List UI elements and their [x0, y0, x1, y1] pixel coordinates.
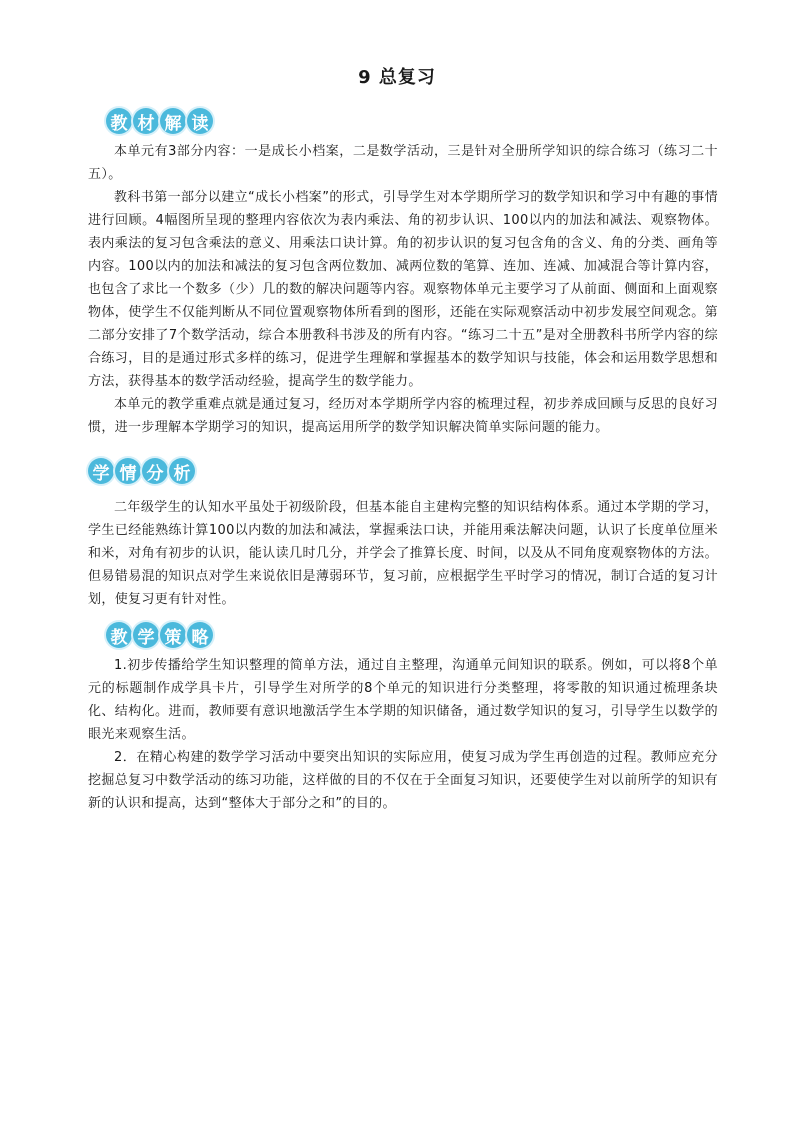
- heading-char: 学: [88, 458, 114, 484]
- heading-char: 材: [133, 108, 159, 134]
- section-body-teaching-strategy: [88, 654, 718, 815]
- heading-char: 学: [133, 622, 159, 648]
- section-body-textbook-analysis: [88, 140, 718, 439]
- section-heading-learner-analysis: [88, 458, 195, 484]
- paragraph: 二年级学生的认知水平虽处于初级阶段，但基本能自主建构完整的知识结构体系。通过本学期的学习，学生已经能熟练计算100以内数的加法和减法，掌握乘法口诀，并能用乘法解决问题，认识了长度单位厘米和米，对角有初步的认识，能认读几时几分，并学会了推算长度、时间，以及从不同角度观察物体的方法。但易错易混的知识点对学生来说依旧是薄弱环节，复习前，应根据学生平时学习的情况，制订合适的复习计划，使复习更有针对性。: [88, 500, 718, 607]
- heading-char: 策: [160, 622, 186, 648]
- heading-char: 略: [187, 622, 213, 648]
- page-title: 9 总复习: [358, 67, 436, 88]
- paragraph: 本单元有3部分内容：一是成长小档案，二是数学活动，三是针对全册所学知识的综合练习（练习二十五）。: [88, 144, 718, 182]
- heading-char: 分: [142, 458, 168, 484]
- section-body-learner-analysis: [88, 496, 718, 611]
- heading-char: 解: [160, 108, 186, 134]
- section-heading-textbook-analysis: [106, 108, 213, 134]
- paragraph: 本单元的教学重难点就是通过复习，经历对本学期所学内容的梳理过程，初步养成回顾与反思的良好习惯，进一步理解本学期学习的知识，提高运用所学的数学知识解决简单实际问题的能力。: [88, 397, 718, 435]
- heading-char: 教: [106, 622, 132, 648]
- section-heading-teaching-strategy: [106, 622, 213, 648]
- heading-char: 读: [187, 108, 213, 134]
- paragraph: 2．在精心构建的数学学习活动中要突出知识的实际应用，使复习成为学生再创造的过程。教师应充分挖掘总复习中数学活动的练习功能，这样做的目的不仅在于全面复习知识，还要使学生对以前所学的知识有新的认识和提高，达到“整体大于部分之和”的目的。: [88, 750, 718, 811]
- heading-char: 教: [106, 108, 132, 134]
- paragraph: 1.初步传播给学生知识整理的简单方法，通过自主整理，沟通单元间知识的联系。例如，可以将8个单元的标题制作成学具卡片，引导学生对所学的8个单元的知识进行分类整理，将零散的知识通过梳理条块化、结构化。进而，教师要有意识地激活学生本学期的知识储备，通过数学知识的复习，引导学生以数学的眼光来观察生活。: [88, 658, 718, 742]
- heading-char: 析: [169, 458, 195, 484]
- heading-char: 情: [115, 458, 141, 484]
- paragraph: 教科书第一部分以建立“成长小档案”的形式，引导学生对本学期所学习的数学知识和学习中有趣的事情进行回顾。4幅图所呈现的整理内容依次为表内乘法、角的初步认识、100以内的加法和减法、观察物体。表内乘法的复习包含乘法的意义、用乘法口诀计算。角的初步认识的复习包含角的含义、角的分类、画角等内容。100以内的加法和减法的复习包含两位数加、减两位数的笔算、连加、连减、加减混合等计算内容，也包含了求比一个数多（少）几的数的解决问题等内容。观察物体单元主要学习了从前面、侧面和上面观察物体，使学生不仅能判断从不同位置观察物体所看到的图形，还能在实际观察活动中初步发展空间观念。第二部分安排了7个数学活动，综合本册教科书涉及的所有内容。“练习二十五”是对全册教科书所学内容的综合练习，目的是通过形式多样的练习，促进学生理解和掌握基本的数学知识与技能，体会和运用数学思想和方法，获得基本的数学活动经验，提高学生的数学能力。: [88, 190, 718, 389]
